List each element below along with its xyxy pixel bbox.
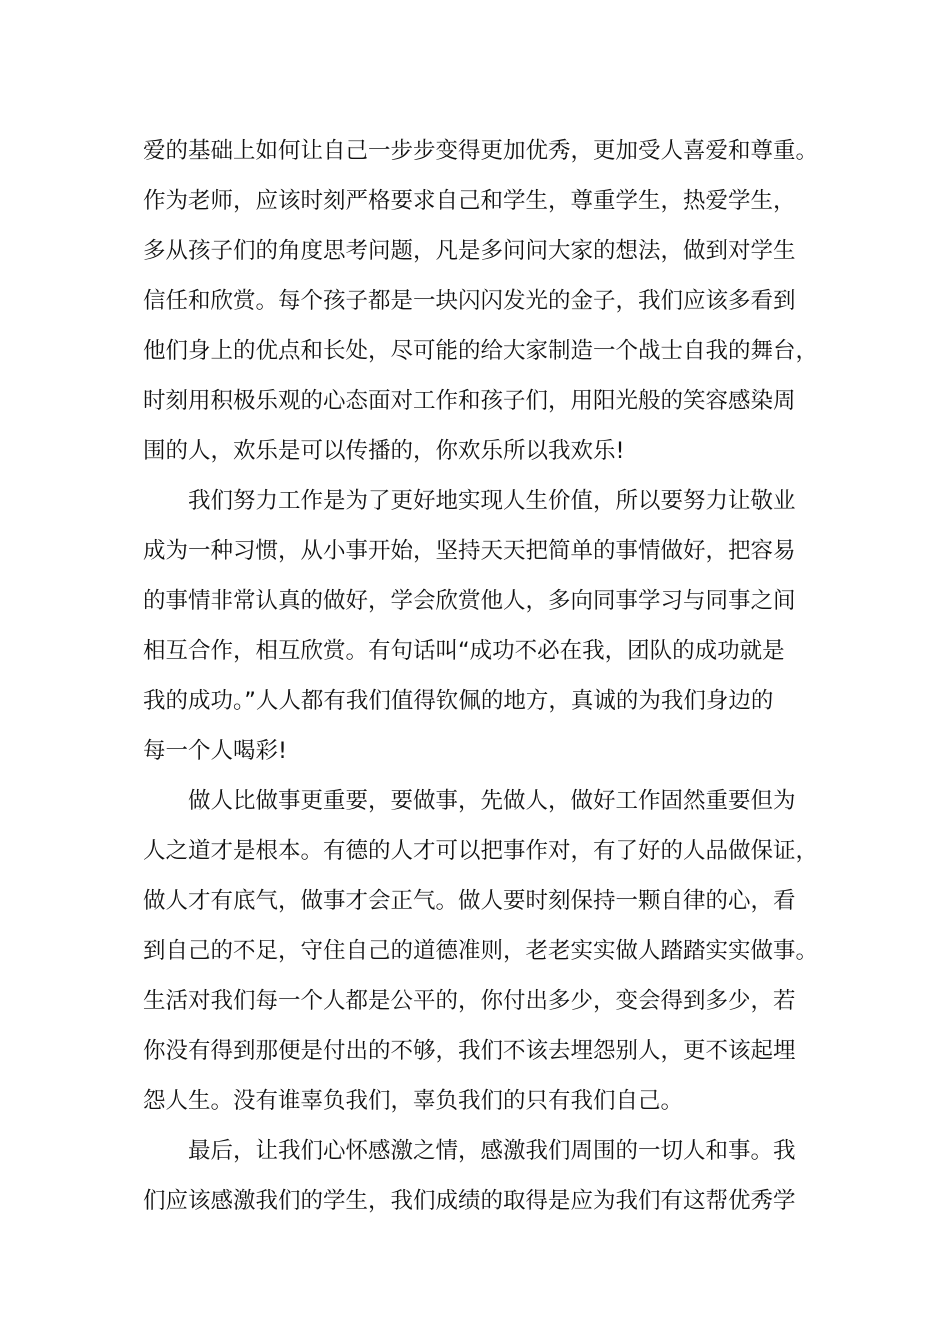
text-line: 围的人，欢乐是可以传播的，你欢乐所以我欢乐! [143, 438, 625, 464]
text-line: 他们身上的优点和长处，尽可能的给大家制造一个战士自我的舞台， [143, 338, 819, 364]
text-line: 怨人生。没有谁辜负我们，辜负我们的只有我们自己。 [143, 1088, 684, 1114]
text-line: 人之道才是根本。有德的人才可以把事作对，有了好的人品做保证， [143, 838, 819, 864]
text-line: 成为一种习惯，从小事开始，坚持天天把简单的事情做好，把容易 [143, 538, 796, 564]
paragraph-first-line: 我们努力工作是为了更好地实现人生价值，所以要努力让敬业 [188, 488, 796, 514]
document-body [143, 126, 819, 1226]
text-line: 时刻用积极乐观的心态面对工作和孩子们，用阳光般的笑容感染周 [143, 388, 796, 414]
text-line: 们应该感激我们的学生，我们成绩的取得是应为我们有这帮优秀学 [143, 1188, 796, 1214]
text-line: 你没有得到那便是付出的不够，我们不该去埋怨别人，更不该起埋 [143, 1038, 796, 1064]
text-line: 做人才有底气，做事才会正气。做人要时刻保持一颗自律的心，看 [143, 888, 796, 914]
paragraph-first-line: 做人比做事更重要，要做事，先做人，做好工作固然重要但为 [188, 788, 796, 814]
text-line: 多从孩子们的角度思考问题，凡是多问问大家的想法，做到对学生 [143, 238, 796, 264]
text-line: 我的成功。”人人都有我们值得钦佩的地方，真诚的为我们身边的 [143, 688, 774, 714]
text-line: 爱的基础上如何让自己一步步变得更加优秀，更加受人喜爱和尊重。 [143, 138, 819, 164]
text-line: 每一个人喝彩! [143, 738, 288, 764]
text-line: 作为老师，应该时刻严格要求自己和学生，尊重学生，热爱学生， [143, 188, 796, 214]
paragraph-first-line: 最后，让我们心怀感激之情，感激我们周围的一切人和事。我 [188, 1138, 796, 1164]
text-line: 的事情非常认真的做好，学会欣赏他人，多向同事学习与同事之间 [143, 588, 796, 614]
text-line: 相互合作，相互欣赏。有句话叫“成功不必在我，团队的成功就是 [143, 638, 785, 664]
text-line: 到自己的不足，守住自己的道德准则，老老实实做人踏踏实实做事。 [143, 938, 819, 964]
text-line: 信任和欣赏。每个孩子都是一块闪闪发光的金子，我们应该多看到 [143, 288, 796, 314]
text-line: 生活对我们每一个人都是公平的，你付出多少，变会得到多少，若 [143, 988, 796, 1014]
